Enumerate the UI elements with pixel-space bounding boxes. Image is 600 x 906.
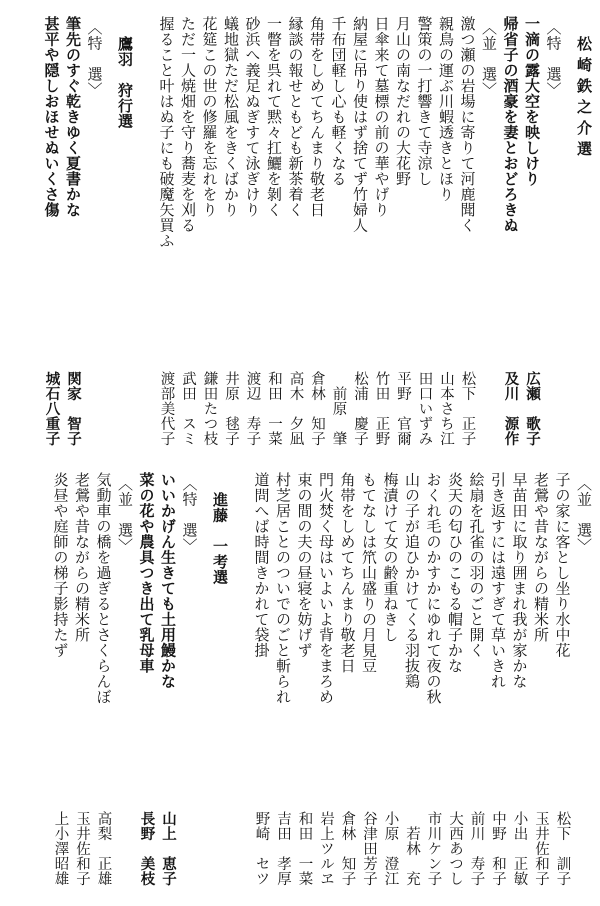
category-label-nami: 〈並 選〉 xyxy=(480,20,498,98)
author-name: 広瀬 歌子 xyxy=(524,371,540,446)
haiku-entry xyxy=(157,472,179,886)
selector-heading: 松崎鉄之介選 xyxy=(575,36,593,162)
author-name: 小原 澄江 xyxy=(382,811,399,886)
author-name: 平野 官爾 xyxy=(395,371,411,446)
haiku-entry xyxy=(370,16,392,446)
haiku-entry xyxy=(521,16,543,446)
haiku-entry xyxy=(392,16,414,446)
author-name: 谷津田芳子 xyxy=(361,811,377,886)
author-name: 城石八重子 xyxy=(43,371,60,446)
haiku-text: 早苗田に取り囲まれ我が家かな xyxy=(510,472,529,689)
author-name: 高梨 正雄 xyxy=(95,811,112,886)
haiku-text: 菜の花や農具つき出て乳母車 xyxy=(137,472,156,674)
haiku-entry xyxy=(349,16,371,446)
author-name: 及川 源作 xyxy=(502,371,519,446)
haiku-text: もてなしは笊山盛りの月見豆 xyxy=(360,472,378,674)
haiku-text: 一瞥を呉れて黙々扛鱺を剝く xyxy=(265,16,283,218)
haiku-text: 束の間の夫の昼寝を妨げず xyxy=(295,472,314,658)
haiku-entry xyxy=(465,472,487,886)
selector-heading: 鷹羽 狩行選 xyxy=(116,36,134,129)
haiku-entry xyxy=(241,16,263,446)
haiku-entry xyxy=(422,472,444,886)
author-name: 山本さち江 xyxy=(438,371,454,446)
haiku-text: 激つ瀬の岩場に寄りて河鹿聞く xyxy=(458,16,477,233)
author-name: 松浦 慶子 xyxy=(352,371,368,446)
author-name: 吉田 孝厚 xyxy=(275,811,291,886)
haiku-text: 砂浜へ義足ぬぎすて泳ぎけり xyxy=(243,16,262,218)
haiku-entry xyxy=(336,472,358,886)
category-label-tokusen: 〈特 選〉 xyxy=(180,476,199,554)
bottom-band xyxy=(6,472,594,886)
author-name: 和田 一菜 xyxy=(266,371,282,446)
haiku-text: 子の家に客とし坐り水中花 xyxy=(553,472,572,658)
author-name: 中野 和子 xyxy=(490,811,506,886)
haiku-entry xyxy=(315,472,337,886)
haiku-text: 気動車の橋を過ぎるとさくらんぼ xyxy=(94,472,113,705)
haiku-text: 角帯をしめてちんまり敬老日 xyxy=(308,16,326,218)
haiku-entry xyxy=(92,472,114,886)
haiku-text: 千布団軽し心も軽くなる xyxy=(329,16,348,187)
author-name: 関家 智子 xyxy=(65,371,81,446)
haiku-entry xyxy=(155,16,177,446)
haiku-entry xyxy=(487,472,509,886)
author-name: 渡辺 寿子 xyxy=(244,371,261,446)
author-name: 倉林 知子 xyxy=(309,371,325,446)
category-label-tokusen: 〈特 選〉 xyxy=(544,20,563,98)
haiku-entry xyxy=(413,16,435,446)
haiku-text: 警策の一打響きて寺涼し xyxy=(415,16,434,187)
haiku-text: 握ること叶はぬ子にも破魔矢買ふ xyxy=(157,16,176,249)
haiku-entry xyxy=(499,16,521,446)
haiku-entry xyxy=(551,472,573,886)
haiku-entry xyxy=(220,16,242,446)
haiku-text: 山の子が追ひかけてくる羽抜鶏 xyxy=(403,472,421,689)
haiku-entry xyxy=(401,472,423,886)
haiku-entry xyxy=(379,472,401,886)
haiku-entry xyxy=(456,16,478,446)
author-name: 岩上ツルヱ xyxy=(318,811,334,886)
haiku-text: 炎天の匂ひのこもる帽子かな xyxy=(446,472,464,674)
haiku-text: 老鶯や昔ながらの精米所 xyxy=(532,472,550,643)
haiku-entry xyxy=(198,16,220,446)
haiku-entry xyxy=(508,472,530,886)
category-label-nami: 〈並 選〉 xyxy=(575,476,593,554)
author-name: 市川ケン子 xyxy=(425,811,442,886)
haiku-entry xyxy=(250,472,272,886)
haiku-text: 梅漬けて女の齢重ねきし xyxy=(381,472,400,643)
haiku-text: 蟻地獄ただ松風をきくばかり xyxy=(222,16,240,218)
selector-heading: 進藤 一考選 xyxy=(211,492,229,585)
haiku-text: 老鶯や昔ながらの精米所 xyxy=(73,472,91,643)
author-name: 小出 正敏 xyxy=(511,811,528,886)
haiku-text: 親鳥の運ぶ川蝦透きとほり xyxy=(437,16,455,202)
author-name: 玉井佐和子 xyxy=(74,811,90,886)
haiku-text: 一滴の露大空を映しけり xyxy=(523,16,541,187)
haiku-entry xyxy=(40,16,62,446)
haiku-entry xyxy=(62,16,84,446)
haiku-text: 縁談の報せともども新茶着く xyxy=(286,16,305,218)
author-name: 前原 肇 xyxy=(330,386,347,446)
haiku-text: おくれ毛のかすかにゆれて夜の秋 xyxy=(424,472,443,705)
haiku-entry xyxy=(530,472,552,886)
top-band xyxy=(6,16,594,446)
haiku-entry xyxy=(293,472,315,886)
haiku-entry xyxy=(327,16,349,446)
author-name: 松下 正子 xyxy=(459,371,476,446)
author-name: 長野 美枝 xyxy=(138,811,155,886)
haiku-entry xyxy=(306,16,328,446)
haiku-text: 角帯をしめてちんまり敬老日 xyxy=(338,472,357,674)
haiku-entry xyxy=(444,472,466,886)
author-name: 上小澤昭雄 xyxy=(52,811,69,886)
haiku-text: いいかげん生きても土用鰻かな xyxy=(159,472,177,689)
haiku-text: 絵扇を孔雀の羽のごと開く xyxy=(467,472,486,658)
category-label-tokusen: 〈特 選〉 xyxy=(85,20,104,98)
author-name: 前川 寿子 xyxy=(468,811,485,886)
author-name: 倉林 知子 xyxy=(339,811,356,886)
haiku-text: 引き返すには遠すぎて草いきれ xyxy=(489,472,507,689)
haiku-entry xyxy=(263,16,285,446)
author-name: 田口いずみ xyxy=(416,371,433,446)
author-name: 渡部美代子 xyxy=(158,371,175,446)
author-name: 玉井佐和子 xyxy=(533,811,549,886)
author-name: 高木 夕凪 xyxy=(287,371,304,446)
haiku-entry xyxy=(71,472,93,886)
category-label-nami: 〈並 選〉 xyxy=(116,476,134,554)
haiku-text: 村芝居ことのついでのごと斬られ xyxy=(274,472,292,705)
haiku-entry xyxy=(284,16,306,446)
haiku-entry xyxy=(435,16,457,446)
author-name: 竹田 正野 xyxy=(373,371,390,446)
author-name: 大西あつし xyxy=(447,811,463,886)
author-name: 武田 スミ xyxy=(180,371,196,446)
haiku-text: 甚平や隠しおほせぬいくさ傷 xyxy=(42,16,61,218)
haiku-text: 炎昼や庭師の梯子影持たず xyxy=(51,472,70,658)
author-name: 野崎 セツ xyxy=(253,811,270,886)
author-name: 和田 一菜 xyxy=(296,811,313,886)
haiku-text: 道問へば時間きかれて袋掛 xyxy=(252,472,271,658)
haiku-text: 筆先のすぐ乾きゆく夏書かな xyxy=(64,16,82,218)
author-name: 若林 充 xyxy=(404,826,420,886)
author-name: 鎌田たつ枝 xyxy=(201,371,218,446)
haiku-entry xyxy=(358,472,380,886)
haiku-text: 日傘来て墓標の前の華やげり xyxy=(372,16,391,218)
haiku-text: 花筵この世の修羅を忘れをり xyxy=(200,16,219,218)
haiku-text: 納屋に吊り使はず捨てず竹婦人 xyxy=(351,16,369,233)
author-name: 松下 訓子 xyxy=(554,811,571,886)
haiku-entry xyxy=(177,16,199,446)
author-name: 井原 毬子 xyxy=(223,371,239,446)
haiku-entry xyxy=(135,472,157,886)
haiku-text: 帰省子の酒豪を妻とおどろきぬ xyxy=(501,16,520,233)
haiku-text: ただ一人焼畑を守り蕎麦を刈る xyxy=(179,16,197,233)
haiku-entry xyxy=(272,472,294,886)
author-name: 山上 恵子 xyxy=(160,811,176,886)
haiku-text: 月山の南なだれの大花野 xyxy=(394,16,412,187)
haiku-text: 門火焚く母はいよいよ背をまろめ xyxy=(317,472,335,705)
haiku-entry xyxy=(49,472,71,886)
